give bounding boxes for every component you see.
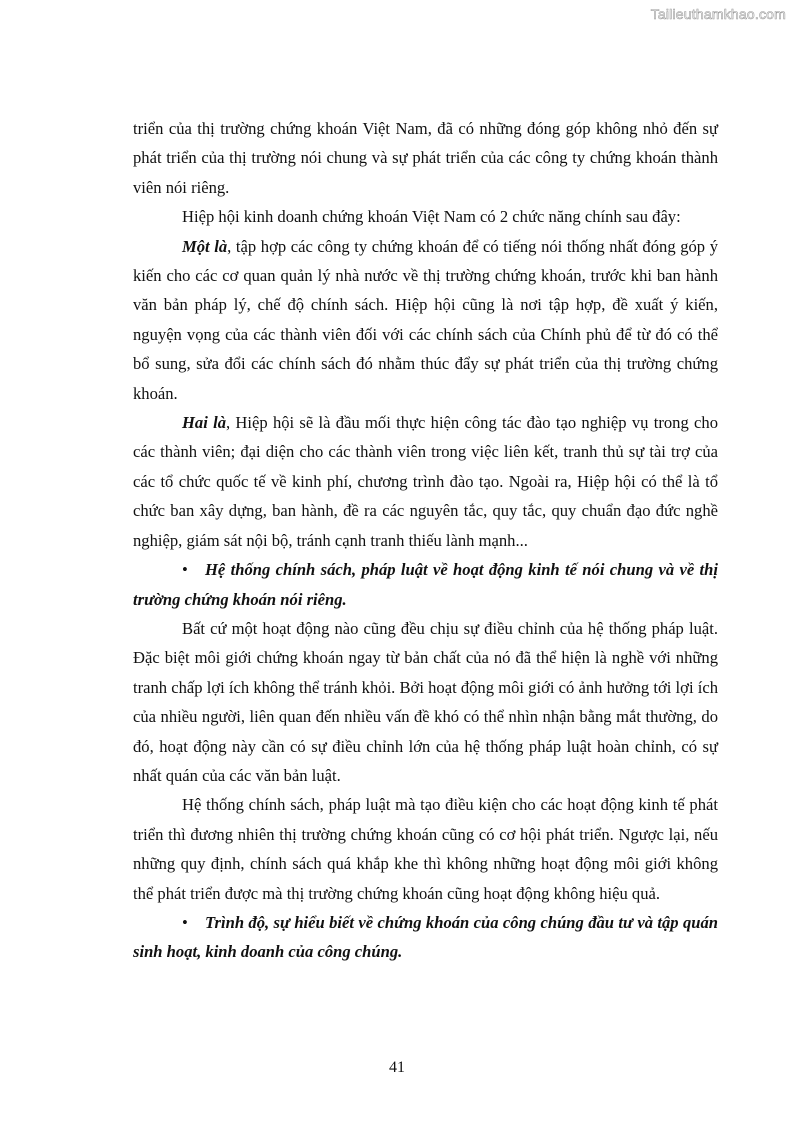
bullet-heading-text: Trình độ, sự hiểu biết về chứng khoán của công chúng đầu tư và tập quán sinh hoạt, kinh doanh của công chúng. [133, 912, 718, 962]
bullet-icon: • [182, 912, 188, 932]
paragraph-function-two [133, 408, 718, 555]
paragraph-policy-effect: Hệ thống chính sách, pháp luật mà tạo điều kiện cho các hoạt động kinh tế phát triển thì đương nhiên thị trường chứng khoán cũng có cơ hội phát triển. Ngược lại, nếu những quy định, chính sách quá khắp khe thì không những hoạt động môi giới không thể phát triển được mà thị trường chứng khoán cũng hoạt động không hiệu quả. [133, 795, 718, 903]
bullet-icon: • [182, 560, 188, 580]
watermark: Tailieuthamkhao.com [650, 6, 786, 22]
function-one-text: , tập hợp các công ty chứng khoán để có tiếng nói thống nhất đóng góp ý kiến cho các cơ quan quản lý nhà nước về thị trường chứng khoán, trước khi ban hành văn bản pháp lý, chế độ chính sách. Hiệp hội cũng là nơi tập hợp, đề xuất ý kiến, nguyện vọng của các thành viên đối với các chính sách của Chính phủ để từ đó có thể bổ sung, sửa đổi các chính sách đó nhằm thúc đẩy sự phát triển của thị trường chứng khoán. [133, 236, 718, 403]
page-body [133, 114, 718, 967]
page-number: 41 [389, 1059, 405, 1076]
bullet-heading-text: Hệ thống chính sách, pháp luật về hoạt động kinh tế nói chung và về thị trường chứng khoán nói riêng. [133, 560, 718, 609]
function-two-text: , Hiệp hội sẽ là đầu mối thực hiện công tác đào tạo nghiệp vụ trong cho các thành viên; đại diện cho các thành viên trong việc liên kết, tranh thủ sự tài trợ của các tổ chức quốc tế về kinh phí, chương trình đào tạo. Ngoài ra, Hiệp hội có thể là tổ chức ban xây dựng, ban hành, đề ra các nguyên tắc, quy tắc, quy chuẩn đạo đức nghề nghiệp, giám sát nội bộ, tránh cạnh tranh thiếu lành mạnh... [133, 413, 718, 550]
paragraph-legal-regulation: Bất cứ một hoạt động nào cũng đều chịu sự điều chỉnh của hệ thống pháp luật. Đặc biệt môi giới chứng khoán ngay từ bản chất của nó đã thể hiện là nghề với những tranh chấp lợi ích không thể tránh khỏi. Bởi hoạt động môi giới có ảnh hưởng tới lợi ích của nhiều người, liên quan đến nhiều vấn đề khó có thể nhìn nhận bằng mắt thường, do đó, hoạt động này cần có sự điều chỉnh lớn của hệ thống pháp luật hoàn chỉnh, có sự nhất quán của các văn bản luật. [133, 618, 718, 785]
paragraph-function-one [133, 232, 718, 408]
bullet-heading-public-knowledge [133, 908, 718, 967]
bullet-heading-legal-system [133, 555, 718, 614]
paragraph-continuation: triển của thị trường chứng khoán Việt Nam, đã có những đóng góp không nhỏ đến sự phát triển của thị trường nói chung và sự phát triển của các công ty chứng khoán thành viên nói riêng. [133, 119, 718, 197]
paragraph-functions-intro: Hiệp hội kinh doanh chứng khoán Việt Nam có 2 chức năng chính sau đây: [182, 207, 681, 227]
lead-two: Hai là [182, 413, 226, 433]
lead-one: Một là [182, 236, 228, 256]
